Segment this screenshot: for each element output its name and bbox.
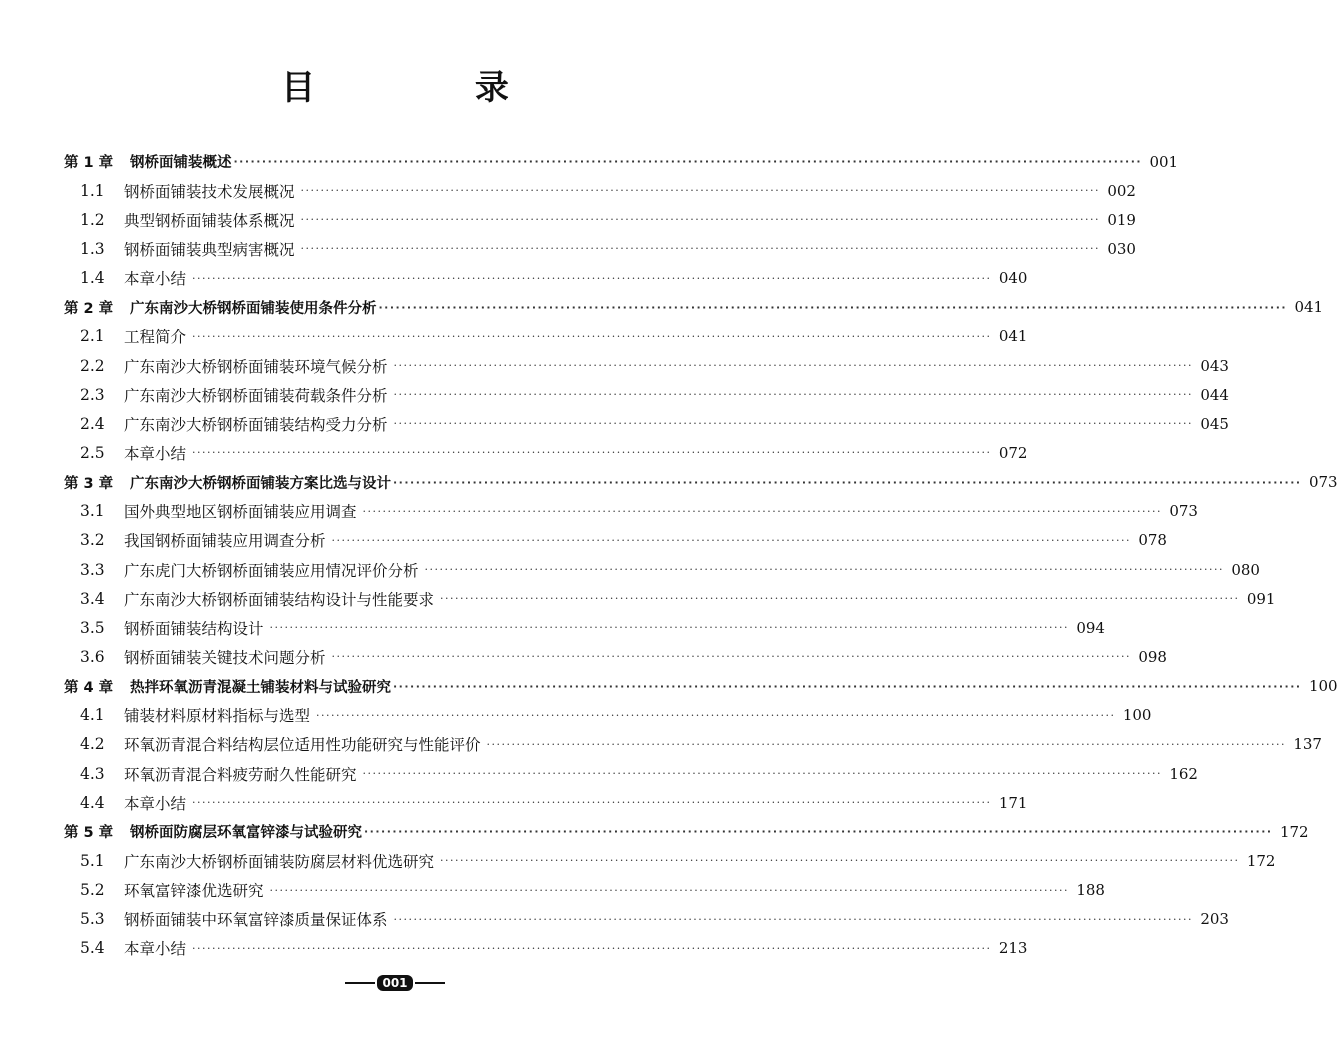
toc-entry-number: 2.4 — [80, 414, 105, 433]
toc-entry-title: 国外典型地区钢桥面铺装应用调查 — [124, 503, 357, 522]
toc-entry-number: 1.2 — [80, 210, 105, 229]
toc-section-row[interactable] — [64, 526, 1167, 555]
toc-entry-title: 工程简介 — [124, 328, 187, 347]
toc-entry-title: 典型钢桥面铺装体系概况 — [124, 211, 295, 230]
toc-entry-number: 第 2 章 — [64, 300, 114, 317]
dot-leader: ································································································································································ — [300, 184, 1100, 198]
toc-entry-title: 钢桥面铺装结构设计 — [124, 619, 264, 638]
toc-entry-page: 172 — [1279, 822, 1309, 841]
toc-entry-page: 001 — [1149, 152, 1179, 171]
toc-entry-number: 第 1 章 — [64, 155, 114, 172]
dot-leader: ································································································································································ — [192, 941, 992, 955]
dot-leader: ································································································································································ — [440, 592, 1240, 606]
toc-entry-number: 4.3 — [80, 764, 105, 783]
toc-entry-number: 5.4 — [80, 939, 105, 958]
toc-entry-page: 203 — [1200, 910, 1229, 929]
toc-entry-title: 广东南沙大桥钢桥面铺装环境气候分析 — [124, 357, 388, 376]
dot-leader: ································································································································································ — [393, 912, 1193, 926]
toc-section-row[interactable] — [64, 234, 1136, 263]
dot-leader: ································································································································································ — [316, 708, 1116, 722]
toc-entry-page: 030 — [1107, 239, 1136, 258]
toc-entry-page: 045 — [1200, 414, 1229, 433]
toc-entry-number: 5.2 — [80, 881, 105, 900]
toc-entry-number: 3.3 — [80, 560, 105, 579]
toc-entry-title: 环氧沥青混合料结构层位适用性功能研究与性能评价 — [124, 736, 481, 755]
toc-entry-page: 091 — [1246, 589, 1276, 608]
toc-entry-page: 137 — [1293, 735, 1322, 754]
dot-leader: ································································································································································ — [393, 388, 1193, 402]
footer-rule-left — [345, 982, 375, 984]
toc-section-row[interactable] — [64, 876, 1105, 905]
dot-leader: ································································································································································ — [486, 737, 1286, 751]
dot-leader: ································································································································································ — [424, 563, 1224, 577]
dot-leader: ································································································································································ — [378, 300, 1288, 314]
toc-entry-title: 钢桥面铺装技术发展概况 — [124, 182, 295, 201]
dot-leader: ································································································································································ — [233, 155, 1143, 169]
toc-section-row[interactable] — [64, 264, 1028, 293]
toc-entry-page: 072 — [998, 443, 1028, 462]
toc-entry-page: 100 — [1308, 677, 1338, 696]
toc-entry-number: 3.2 — [80, 531, 105, 550]
toc-entry-number: 4.1 — [80, 706, 105, 725]
toc-entry-page: 100 — [1122, 706, 1152, 725]
toc-entry-title: 本章小结 — [124, 444, 187, 463]
toc-section-row[interactable] — [64, 322, 1028, 351]
dot-leader: ································································································································································ — [192, 271, 992, 285]
toc-entry-number: 5.1 — [80, 851, 105, 870]
dot-leader: ································································································································································ — [192, 329, 992, 343]
dot-leader: ································································································································································ — [440, 854, 1240, 868]
toc-entry-page: 019 — [1107, 210, 1136, 229]
toc-entry-title: 广东南沙大桥钢桥面铺装结构受力分析 — [124, 415, 388, 434]
toc-section-row[interactable] — [64, 934, 1028, 963]
dot-leader: ································································································································································ — [269, 883, 1069, 897]
toc-entry-number: 3.6 — [80, 647, 105, 666]
toc-entry-number: 1.1 — [80, 181, 105, 200]
toc-entry-page: 043 — [1200, 356, 1229, 375]
dot-leader: ································································································································································ — [300, 242, 1100, 256]
toc-entry-title: 广东南沙大桥钢桥面铺装防腐层材料优选研究 — [124, 852, 435, 871]
toc-entry-number: 1.4 — [80, 269, 105, 288]
toc-entry-number: 第 4 章 — [64, 679, 114, 696]
toc-section-row[interactable] — [64, 205, 1136, 234]
page-title: 目 录 — [281, 68, 583, 108]
toc-entry-title: 铺装材料原材料指标与选型 — [124, 707, 311, 726]
toc-entry-page: 044 — [1200, 385, 1229, 404]
dot-leader: ································································································································································ — [269, 621, 1069, 635]
toc-entry-number: 4.4 — [80, 793, 105, 812]
toc-entry-title: 环氧沥青混合料疲劳耐久性能研究 — [124, 765, 357, 784]
toc-entry-page: 040 — [998, 269, 1028, 288]
dot-leader: ································································································································································ — [393, 679, 1302, 693]
toc-entry-number: 2.5 — [80, 443, 105, 462]
toc-section-row[interactable] — [64, 613, 1105, 642]
toc-entry-title: 钢桥面铺装概述 — [130, 155, 232, 172]
toc-entry-page: 041 — [998, 327, 1028, 346]
toc-section-row[interactable] — [64, 409, 1229, 438]
toc-entry-number: 3.1 — [80, 502, 105, 521]
toc-entry-number: 1.3 — [80, 239, 105, 258]
toc-entry-title: 本章小结 — [124, 794, 187, 813]
toc-section-row[interactable] — [64, 176, 1136, 205]
toc-entry-page: 073 — [1169, 502, 1198, 521]
toc-section-row[interactable] — [64, 759, 1198, 788]
toc-entry-title: 本章小结 — [124, 270, 187, 289]
toc-entry-title: 广东南沙大桥钢桥面铺装使用条件分析 — [130, 300, 377, 317]
toc-entry-page: 080 — [1231, 560, 1260, 579]
toc-entry-page: 078 — [1138, 531, 1167, 550]
toc-entry-page: 041 — [1294, 298, 1324, 317]
toc-entry-title: 本章小结 — [124, 940, 187, 959]
toc-section-row[interactable] — [64, 846, 1276, 875]
toc-entry-title: 我国钢桥面铺装应用调查分析 — [124, 532, 326, 551]
dot-leader: ································································································································································ — [362, 767, 1162, 781]
toc-entry-number: 4.2 — [80, 735, 105, 754]
toc-chapter-row[interactable] — [64, 468, 1338, 497]
toc-entry-number: 5.3 — [80, 910, 105, 929]
toc-section-row[interactable] — [64, 730, 1322, 759]
toc-entry-page: 094 — [1076, 618, 1105, 637]
dot-leader: ································································································································································ — [192, 796, 992, 810]
page-footer — [0, 975, 790, 991]
toc-entry-number: 3.4 — [80, 589, 105, 608]
toc-section-row[interactable] — [64, 701, 1152, 730]
toc-section-row[interactable] — [64, 905, 1229, 934]
dot-leader: ································································································································································ — [300, 213, 1100, 227]
toc-entry-number: 2.2 — [80, 356, 105, 375]
dot-leader: ································································································································································ — [393, 359, 1193, 373]
toc-section-row[interactable] — [64, 438, 1028, 467]
toc-entry-title: 钢桥面铺装典型病害概况 — [124, 240, 295, 259]
toc-entry-number: 第 5 章 — [64, 825, 114, 842]
toc-section-row[interactable] — [64, 584, 1276, 613]
toc-entry-title: 广东虎门大桥钢桥面铺装应用情况评价分析 — [124, 561, 419, 580]
toc-entry-page: 172 — [1246, 851, 1276, 870]
page-number-badge: 001 — [377, 975, 412, 991]
toc-section-row[interactable] — [64, 788, 1028, 817]
toc-section-row[interactable] — [64, 642, 1167, 671]
toc-chapter-row[interactable] — [64, 147, 1179, 176]
toc-section-row[interactable] — [64, 555, 1260, 584]
toc-chapter-row[interactable] — [64, 817, 1309, 846]
toc-chapter-row[interactable] — [64, 672, 1338, 701]
toc-chapter-row[interactable] — [64, 293, 1324, 322]
toc-entry-page: 188 — [1076, 881, 1105, 900]
toc-entry-page: 002 — [1107, 181, 1136, 200]
toc-entry-title: 广东南沙大桥钢桥面铺装方案比选与设计 — [130, 475, 391, 492]
toc-entry-title: 广东南沙大桥钢桥面铺装荷载条件分析 — [124, 386, 388, 405]
dot-leader: ································································································································································ — [393, 475, 1302, 489]
toc-entry-number: 第 3 章 — [64, 475, 114, 492]
table-of-contents — [64, 147, 1338, 963]
toc-section-row[interactable] — [64, 351, 1229, 380]
toc-entry-number: 2.1 — [80, 327, 105, 346]
toc-entry-title: 热拌环氧沥青混凝土铺装材料与试验研究 — [130, 679, 391, 696]
toc-entry-title: 环氧富锌漆优选研究 — [124, 882, 264, 901]
toc-entry-number: 3.5 — [80, 618, 105, 637]
dot-leader: ································································································································································ — [364, 825, 1273, 839]
toc-entry-title: 广东南沙大桥钢桥面铺装结构设计与性能要求 — [124, 590, 435, 609]
toc-entry-page: 171 — [998, 793, 1028, 812]
toc-section-row[interactable] — [64, 497, 1198, 526]
toc-entry-title: 钢桥面防腐层环氧富锌漆与试验研究 — [130, 825, 362, 842]
toc-entry-page: 213 — [998, 939, 1028, 958]
toc-entry-title: 钢桥面铺装关键技术问题分析 — [124, 648, 326, 667]
toc-entry-page: 073 — [1308, 473, 1338, 492]
dot-leader: ································································································································································ — [393, 417, 1193, 431]
toc-entry-title: 钢桥面铺装中环氧富锌漆质量保证体系 — [124, 911, 388, 930]
footer-rule-right — [415, 982, 445, 984]
dot-leader: ································································································································································ — [192, 446, 992, 460]
toc-entry-page: 098 — [1138, 647, 1167, 666]
dot-leader: ································································································································································ — [362, 504, 1162, 518]
toc-entry-number: 2.3 — [80, 385, 105, 404]
dot-leader: ································································································································································ — [331, 650, 1131, 664]
dot-leader: ································································································································································ — [331, 533, 1131, 547]
toc-entry-page: 162 — [1169, 764, 1198, 783]
toc-section-row[interactable] — [64, 380, 1229, 409]
